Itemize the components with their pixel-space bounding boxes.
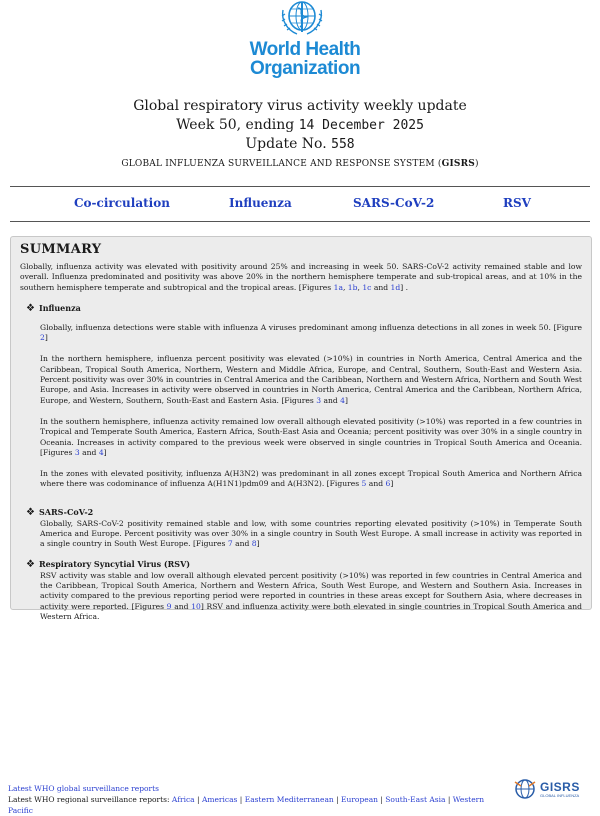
- figure-link[interactable]: 2: [40, 333, 45, 343]
- report-title: Global respiratory virus activity weekly update: [133, 98, 467, 114]
- figure-link[interactable]: 1a: [333, 282, 343, 292]
- week-end-date: 14 December 2025: [298, 118, 424, 133]
- who-emblem-icon: [279, 0, 325, 38]
- region-link-africa[interactable]: Africa: [171, 795, 195, 804]
- influenza-paragraph-2: In the northern hemisphere, influenza percent positivity was elevated (>10%) in countries in North America, Central America and the Caribbean, Tropical South America, Northern, Western and Middle Africa, Europe, and Central, Southern, South-East and Western Asia. Percent positivity was over 30% in countries in Central America and the Caribbean, Northern and Western Africa, Northern and South West Europe, and Asia. Increases in activity were observed in countries in North America, Central America and the Caribbean, Northern Africa, Europe, and Western, Southern, South-East and Eastern Asia. [Figures 3 and 4]: [40, 354, 582, 405]
- figure-link[interactable]: 4: [340, 395, 345, 405]
- influenza-p2-text: In the northern hemisphere, influenza percent positivity was elevated (>10%) in countries in North America, Central America and the Caribbean, Tropical South America, Northern, Western and Middle Africa, Europe, and Central, Southern, South-East and Western Asia. Percent positivity was over 30% in countries in Central America and the Caribbean, Northern and Western Africa, Northern and South West Europe, and Asia. Increases in activity were observed in countries in North America, Central America and the Caribbean, Northern Africa, Europe, and Western, Southern, South-East and Eastern Asia. [Figures: [40, 354, 582, 405]
- sarscov2-paragraph: Globally, SARS-CoV-2 positivity remained stable and low, with some countries reporting elevated positivity (>10%) in Temperate South America and Europe. Percent positivity was over 30% in a single country in South West Europe. A small increase in activity was reported in a single country in South West Europe. [Figures 7 and 8]: [40, 518, 582, 549]
- org-name-line1: World Health: [249, 39, 361, 60]
- nav-sarscov2-link[interactable]: SARS-CoV-2: [353, 196, 435, 210]
- update-number: [0, 135, 600, 154]
- influenza-paragraph-1: Globally, influenza detections were stable with influenza A viruses predominant among influenza detections in all zones in week 50. [Figure 2]: [40, 322, 582, 343]
- section-bullet-icon: ❖: [26, 558, 35, 570]
- global-reports-link[interactable]: Latest WHO global surveillance reports: [8, 784, 159, 793]
- gisrs-logo: [510, 778, 590, 800]
- region-link-western-pacific[interactable]: Western Pacific: [8, 795, 485, 815]
- regional-reports-line: Latest WHO regional surveillance reports: Africa | Americas | Eastern Mediterranean | European | South-East Asia | Western Pacific: [8, 795, 485, 815]
- nav-influenza-link[interactable]: Influenza: [229, 196, 292, 210]
- gisrs-subtext: GLOBAL INFLUENZA: [540, 793, 580, 798]
- influenza-paragraph-3: In the southern hemisphere, influenza activity remained low overall although elevated positivity (>10%) was reported in a few countries in Tropical and Temperate South America, Eastern Africa, South-East Asia and Oceania; percent positivity was over 30% in a single country in Oceania. Increases in activity compared to the previous week were observed in single countries in Tropical South America and Oceania. [Figures 3 and 4]: [40, 416, 582, 457]
- influenza-p1-text: Globally, influenza detections were stable with influenza A viruses predominant among influenza detections in all zones in week 50. [Figure: [40, 322, 582, 332]
- gisrs-globe-icon: [512, 778, 538, 800]
- gisrs-subtitle-bold: GISRS: [441, 159, 475, 169]
- rsv-p1-text: RSV activity was stable and low overall although elevated percent positivity (>10%) was reported in few countries in Central America and the Caribbean, Tropical South America, Northern and Western Africa, South West Europe, and Western and Southern Asia. Increases in activity compared to the previous reporting period were reported in countries in these areas except for Southern Asia, where decreases in activity were reported. [Figures: [40, 570, 582, 611]
- figure-link[interactable]: 6: [385, 479, 391, 489]
- who-wordmark: [240, 40, 370, 78]
- figure-link[interactable]: 10: [191, 601, 201, 611]
- regional-reports-label: Latest WHO regional surveillance reports:: [8, 795, 172, 804]
- sarscov2-p1-text: Globally, SARS-CoV-2 positivity remained stable and low, with some countries reporting elevated positivity (>10%) in Temperate South America and Europe. Percent positivity was over 30% in a single country in South West Europe. A small increase in activity was reported in a single country in South West Europe. [Figures: [40, 518, 582, 549]
- summary-heading: SUMMARY: [20, 242, 102, 257]
- nav-cocirculation-link[interactable]: Co-circulation: [74, 196, 170, 210]
- summary-intro-end: ] .: [400, 282, 409, 292]
- week-label: Week 50, ending: [176, 117, 299, 133]
- figure-link[interactable]: 7: [227, 539, 233, 549]
- nav-rsv-link[interactable]: RSV: [503, 196, 531, 210]
- figure-link[interactable]: 8: [251, 539, 257, 549]
- update-value: 558: [331, 137, 355, 152]
- influenza-heading-text: Influenza: [38, 303, 81, 314]
- rsv-section-heading: [26, 559, 582, 570]
- sarscov2-section-heading: [26, 507, 582, 518]
- region-link-european[interactable]: European: [341, 795, 378, 804]
- influenza-p3-text: In the southern hemisphere, influenza activity remained low overall although elevated positivity (>10%) was reported in a few countries in Tropical and Temperate South America, Eastern Africa, South-East Asia and Oceania; percent positivity was over 30% in a single country in Oceania. Increases in activity compared to the previous week were observed in single countries in Tropical South America and Oceania. [Figures: [40, 416, 582, 457]
- figure-link[interactable]: 3: [316, 395, 322, 405]
- figure-link[interactable]: 3: [74, 447, 80, 457]
- footer-links: [8, 783, 508, 816]
- figure-link[interactable]: 9: [166, 601, 172, 611]
- figure-link[interactable]: 1b: [347, 282, 358, 292]
- region-link-eastern-mediterranean[interactable]: Eastern Mediterranean: [244, 795, 334, 804]
- gisrs-wordmark: GISRS: [540, 780, 580, 794]
- update-label: Update No.: [245, 136, 332, 152]
- rsv-p1-end: ] RSV and influenza activity were both elevated in single countries in Tropical South America and Western Africa.: [40, 601, 582, 621]
- influenza-paragraph-4: In the zones with elevated positivity, influenza A(H3N2) was predominant in all zones except Tropical South America and Northern Africa where there was codominance of influenza A(H1N1)pdm09 and A(H3N2). [Figures 5 and 6]: [40, 469, 582, 489]
- region-link-south-east-asia[interactable]: South-East Asia: [385, 795, 446, 804]
- influenza-p4-text: In the zones with elevated positivity, influenza A(H3N2) was predominant in all zones except Tropical South America and Northern Africa where there was codominance of influenza A(H1N1)pdm09 and A(H3N2). [Figures: [40, 469, 582, 489]
- region-link-americas[interactable]: Americas: [201, 795, 238, 804]
- summary-box: [10, 236, 592, 621]
- influenza-section-heading: [26, 303, 582, 314]
- section-navbar: [10, 186, 590, 222]
- report-title-block: [0, 97, 600, 173]
- rsv-paragraph: RSV activity was stable and low overall although elevated percent positivity (>10%) was reported in few countries in Central America and the Caribbean, Tropical South America, Northern and Western Africa, South West Europe, and Western and Southern Asia. Increases in activity compared to the previous reporting period were reported in countries in these areas except for Southern Asia, where decreases in activity were reported. [Figures 9 and 10] RSV and influenza activity were both elevated in single countries in Tropical South America and Western Africa.: [40, 570, 582, 621]
- gisrs-subtitle: [0, 155, 600, 173]
- report-week: [0, 116, 600, 135]
- figure-link[interactable]: 1d: [390, 282, 401, 292]
- gisrs-subtitle-text: GLOBAL INFLUENZA SURVEILLANCE AND RESPONSE SYSTEM (: [121, 159, 442, 169]
- figure-link[interactable]: 5: [361, 479, 367, 489]
- rsv-heading-text: Respiratory Syncytial Virus (RSV): [38, 559, 191, 570]
- summary-intro: Globally, influenza activity was elevated with positivity around 25% and increasing in week 50. SARS-CoV-2 activity remained stable and low overall. Influenza predominated and positivity was above 20% in the northern hemisphere temperate and sub-tropical areas, and at 10% in the southern hemisphere temperate and subtropical and the tropical areas. [Figures 1a, 1b, 1c and 1d] .: [20, 262, 582, 292]
- summary-intro-text: Globally, influenza activity was elevated with positivity around 25% and increasing in week 50. SARS-CoV-2 activity remained stable and low overall. Influenza predominated and positivity was above 20% in the northern hemisphere temperate and sub-tropical areas, and at 10% in the southern hemisphere temperate and subtropical and the tropical areas. [Figures: [20, 262, 582, 292]
- gisrs-subtitle-end: ): [474, 159, 479, 169]
- figure-link[interactable]: 1c: [362, 282, 372, 292]
- section-bullet-icon: ❖: [26, 506, 35, 518]
- sarscov2-heading-text: SARS-CoV-2: [38, 507, 94, 518]
- figure-link[interactable]: 4: [98, 447, 104, 457]
- section-bullet-icon: ❖: [26, 302, 35, 314]
- org-name-line2: Organization: [249, 58, 361, 79]
